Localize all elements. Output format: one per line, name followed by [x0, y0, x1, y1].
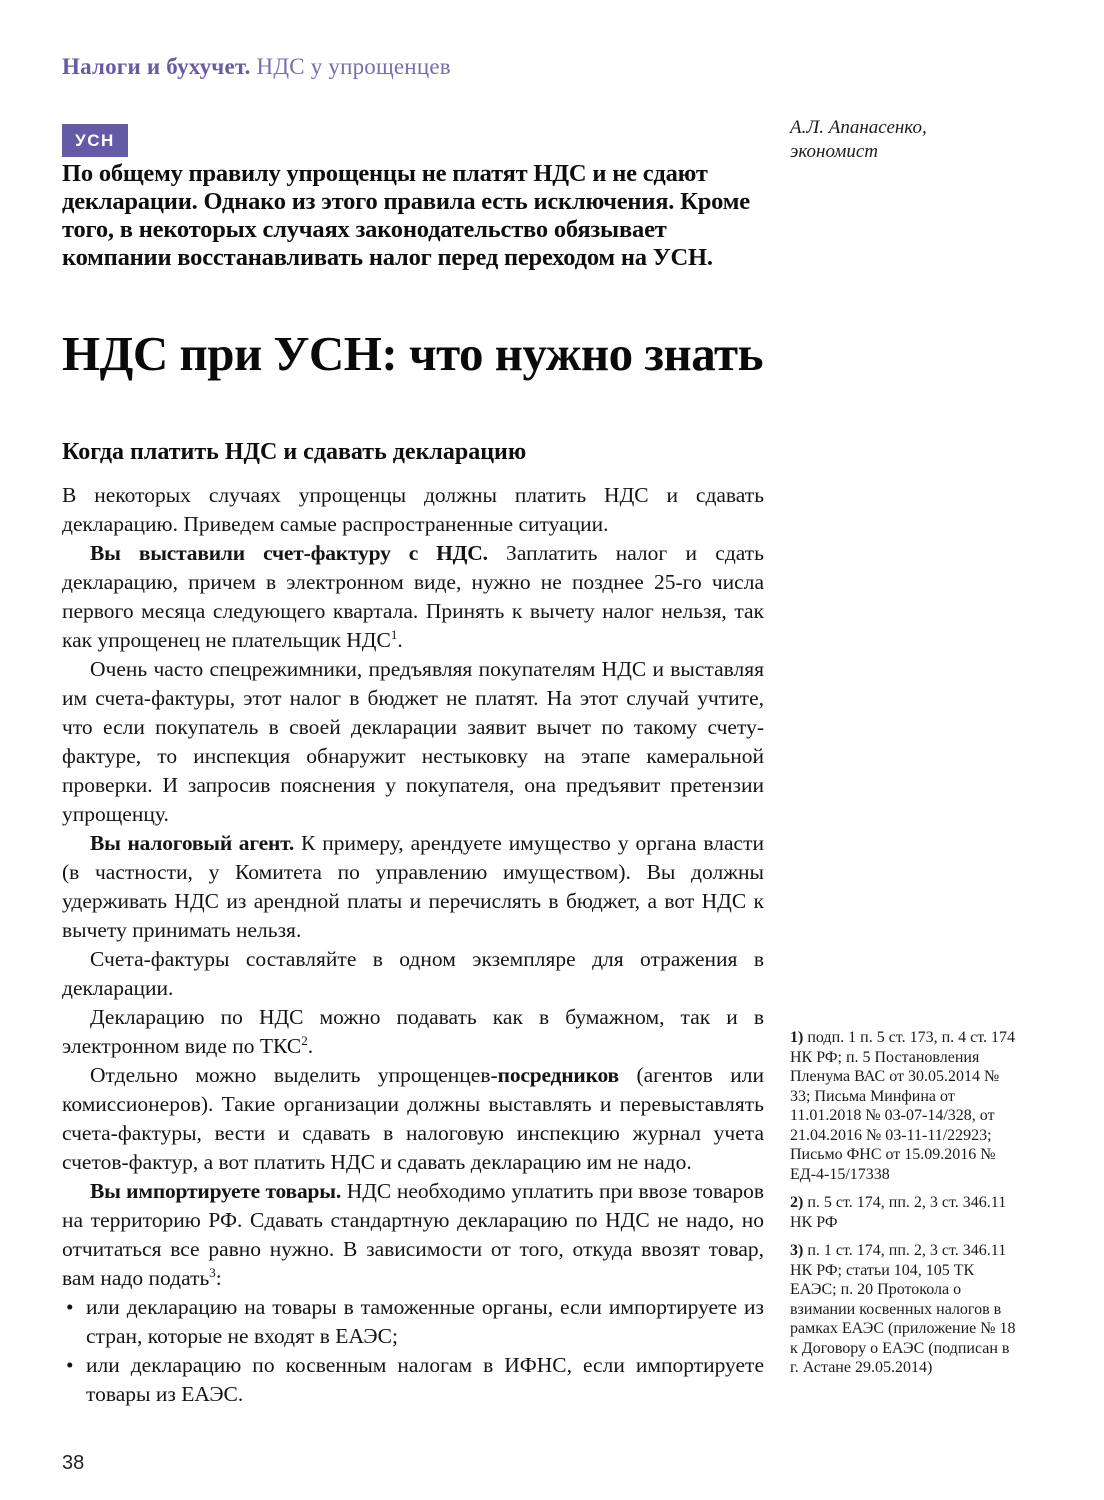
- list-item-text: или декларацию на товары в таможенные органы, если импортируете из стран, которые не входят в ЕАЭС;: [86, 1295, 764, 1348]
- paragraph-tail: :: [215, 1266, 222, 1290]
- list-item: [62, 1293, 764, 1351]
- paragraph-text: (агентов или комиссионеров). Такие организации должны выставлять и перевыставлять счета-фактуры, вести и сдавать в налоговую инспекцию журнал учета счетов-фактур, а вот платить НДС и сдавать декларацию им не надо.: [62, 1063, 764, 1174]
- paragraph-bold: посредников: [497, 1063, 619, 1087]
- paragraph-lead: Вы импортируете товары.: [90, 1179, 342, 1203]
- footnote-marker: 3): [790, 1242, 804, 1259]
- paragraph: [62, 829, 764, 945]
- article-body: [62, 481, 764, 1409]
- paragraph-text: Очень часто спецрежимники, предъявляя покупателям НДС и выставляя им счета-фактуры, этот налог в бюджет не платят. На этот случай учтите, что если покупатель в своей декларации заявит вычет по такому счету-фактуре, то инспекция обнаружит нестыковку на этапе камеральной проверки. И запросив пояснения у покупателя, она предъявит претензии упрощенцу.: [62, 657, 764, 826]
- paragraph: [62, 1003, 764, 1061]
- paragraph: [62, 945, 764, 1003]
- paragraph-lead: Вы налоговый агент.: [90, 831, 295, 855]
- list-item: [62, 1351, 764, 1409]
- author-name: А.Л. Апанасенко,: [790, 117, 927, 138]
- masthead: [62, 54, 451, 80]
- paragraph-tail: .: [397, 628, 403, 652]
- footnote-ref-1: 1: [390, 626, 398, 642]
- section-heading: Когда платить НДС и сдавать декларацию: [62, 439, 527, 465]
- footnote: [790, 1028, 1022, 1184]
- list-item-text: или декларацию по косвенным налогам в ИФНС, если импортируете товары из ЕАЭС.: [86, 1353, 764, 1406]
- masthead-section: НДС у упрощенцев: [250, 54, 451, 79]
- footnote-ref-2: 2: [301, 1032, 308, 1048]
- page-number: 38: [62, 1452, 85, 1474]
- usn-badge: УСН: [62, 124, 128, 157]
- paragraph: [62, 655, 764, 829]
- paragraph-tail: .: [307, 1034, 314, 1058]
- paragraph-text: Отдельно можно выделить упрощенцев-: [90, 1063, 498, 1087]
- paragraph: [62, 1061, 764, 1177]
- paragraph: [62, 481, 764, 539]
- paragraph-text: НДС необходимо уплатить при ввозе товаров на территорию РФ. Сдавать стандартную декларацию по НДС не надо, но отчитаться все равно нужно. В зависимости от того, откуда ввозят товар, вам надо подать: [62, 1179, 765, 1290]
- paragraph-lead: Вы выставили счет-фактуру с НДС.: [90, 541, 488, 565]
- footnote-marker: 2): [790, 1194, 804, 1211]
- author-block: [790, 116, 1040, 164]
- bullet-icon: •: [66, 1353, 74, 1377]
- footnote: [790, 1193, 1022, 1232]
- paragraph: [62, 539, 764, 655]
- paragraph-text: Заплатить налог и сдать декларацию, причем в электронном виде, нужно не позднее 25-го числа первого месяца следующего квартала. Принять к вычету налог нельзя, так как упрощенец не плательщик НДС: [62, 541, 764, 652]
- intro-text: По общему правилу упрощенцы не платят НДС и не сдают декларации. Однако из этого правила есть исключения. Кроме того, в некоторых случаях законодательство обязывает компании восстанавливать налог перед переходом на УСН.: [62, 160, 750, 271]
- footnote-ref-3: 3: [209, 1264, 216, 1280]
- paragraph-text: Декларацию по НДС можно подавать как в бумажном, так и в электронном виде по ТКС: [62, 1005, 764, 1058]
- page-title: НДС при УСН: что нужно знать: [62, 326, 763, 381]
- paragraph-text: В некоторых случаях упрощенцы должны платить НДС и сдавать декларацию. Приведем самые распространенные ситуации.: [62, 483, 764, 536]
- masthead-brand: Налоги и бухучет.: [62, 54, 251, 79]
- author-role: экономист: [790, 141, 879, 162]
- footnote: [790, 1241, 1022, 1378]
- paragraph-text: К примеру, арендуете имущество у органа власти (в частности, у Комитета по управлению имуществом). Вы должны удерживать НДС из арендной платы и перечислять в бюджет, а вот НДС к вычету принимать нельзя.: [62, 831, 764, 942]
- paragraph: [62, 1177, 764, 1293]
- footnote-text: п. 1 ст. 174, пп. 2, 3 ст. 346.11 НК РФ; статьи 104, 105 ТК ЕАЭС; п. 20 Протокола о взимании косвенных налогов в рамках ЕАЭС (приложение № 18 к Договору о ЕАЭС (подписан в г. Астане 29.05.2014): [790, 1242, 1016, 1376]
- footnotes-sidebar: [790, 1028, 1022, 1387]
- footnote-text: п. 5 ст. 174, пп. 2, 3 ст. 346.11 НК РФ: [790, 1194, 1007, 1231]
- footnote-marker: 1): [790, 1029, 804, 1046]
- footnote-text: подп. 1 п. 5 ст. 173, п. 4 ст. 174 НК РФ; п. 5 Постановления Пленума ВАС от 30.05.2014 № 33; Письма Минфина от 11.01.2018 № 03-07-14/328, от 21.04.2016 № 03-11-11/22923; Письмо ФНС от 15.09.2016 № ЕД-4-15/17338: [790, 1029, 1016, 1183]
- paragraph-text: Счета-фактуры составляйте в одном экземпляре для отражения в декларации.: [62, 947, 764, 1000]
- bullet-icon: •: [66, 1295, 74, 1319]
